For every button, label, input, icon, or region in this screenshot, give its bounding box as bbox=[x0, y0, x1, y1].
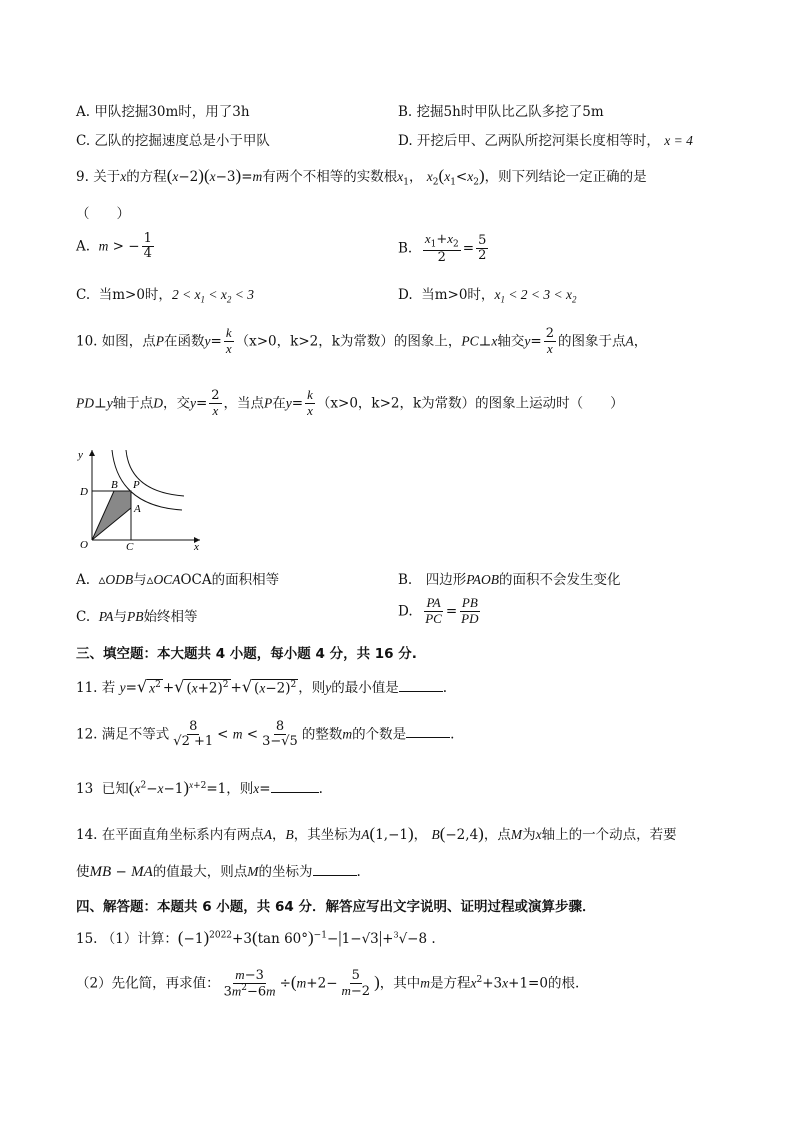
label-b: B bbox=[111, 479, 118, 491]
q10-line2: PD⊥y轴于点D，交y= $\frac{2}{x}$ ，当点P在y= $\frac{k}{x}$ （x>0，k>2，k为常数）的图象上运动时（ ） bbox=[76, 387, 624, 419]
q14-line1: 14. 在平面直角坐标系内有两点A，B，其坐标为A(1,−1)， B(−2,4)，点M为x轴上的一个动点，若要 bbox=[76, 824, 677, 843]
label-p: P bbox=[133, 479, 140, 491]
q9-option-d: D. 当m>0时，$x_1 < 2 < 3 < x_2$ bbox=[398, 287, 577, 305]
q9-paren: （ ） bbox=[76, 206, 130, 222]
q12: 12. 满足不等式 $\frac{8}{√2 +1}$ < m < $\frac{8}{3-√5}$ 的整数m的个数是 . bbox=[76, 719, 455, 750]
q10-line1: 10. 如图，点P在函数y= $\frac{k}{x}$ （x>0，k>2，k为常数）的图象上，PC⊥x轴交y= $\frac{2}{x}$ 的图象于点A， bbox=[76, 325, 648, 357]
label-a: A bbox=[134, 503, 141, 515]
q10-option-b: B. 四边形PAOB的面积不会发生变化 bbox=[398, 572, 621, 588]
q10-option-d: D. $\frac{PA}{PC}$ = $\frac{PB}{PD}$ bbox=[398, 595, 479, 627]
q8-option-a: A. 甲队挖掘30m时，用了3h bbox=[76, 104, 250, 120]
q9-option-b: B. $\frac{x_1+x_2}{2}$ = $\frac{5}{2}$ bbox=[398, 231, 487, 266]
q8-option-b: B. 挖掘5h时甲队比乙队多挖了5m bbox=[398, 104, 604, 120]
quad-paob bbox=[92, 491, 131, 540]
label-x: x bbox=[194, 541, 199, 551]
q8-option-c: C. 乙队的挖掘速度总是小于甲队 bbox=[76, 133, 270, 149]
y-axis-arrow bbox=[89, 450, 95, 456]
q9-option-a: A. m > − $\frac{1}{4}$ bbox=[76, 231, 152, 262]
q11: 11. 若 y=√ $x^2$ +√ $(x+2)^2$ +√ $(x-2)^2$ ，则y的最小值是 . bbox=[76, 677, 448, 696]
q10-figure bbox=[74, 446, 204, 551]
label-o: O bbox=[80, 539, 88, 551]
section-3-title: 三、填空题：本大题共 4 小题，每小题 4 分，共 16 分. bbox=[76, 646, 417, 662]
label-y: y bbox=[78, 449, 83, 461]
q14-line2: 使MB − MA的值最大，则点M的坐标为 . bbox=[76, 864, 361, 880]
q10-option-c: C. PA与PB始终相等 bbox=[76, 609, 198, 625]
q15-part2: （2）先化简，再求值： $\frac{m-3}{3m^2-6m}$ ÷(m+2− $\frac{5}{m-2}$ )，其中m是方程$x^2+3x+1=0$的根. bbox=[76, 967, 580, 1000]
q13: 13 已知$(x^2-x-1)^{x+2}=1$，则x= . bbox=[76, 778, 323, 797]
q9-stem: 9. 关于x的方程(x−2)(x−3)=m有两个不相等的实数根$x_1$， $x_2(x_1<x_2)$，则下列结论一定正确的是 bbox=[76, 166, 647, 188]
label-d: D bbox=[80, 486, 88, 498]
label-c: C bbox=[126, 541, 134, 551]
q15-part1: 15. （1）计算：$(-1)^{2022}+3(\tan$ 60°)$^{-1}$−|1−√3|+$^3$√−8 . bbox=[76, 928, 436, 947]
section-4-title: 四、解答题：本题共 6 小题，共 64 分．解答应写出文字说明、证明过程或演算步骤． bbox=[76, 899, 596, 915]
q8-option-d: D. 开挖后甲、乙两队所挖河渠长度相等时， x = 4 bbox=[398, 133, 693, 149]
q9-option-c: C. 当m>0时，$2 < x_1 < x_2 < 3$ bbox=[76, 287, 255, 305]
q10-option-a: A. ▵ODB与▵OCAOCA的面积相等 bbox=[76, 572, 280, 588]
